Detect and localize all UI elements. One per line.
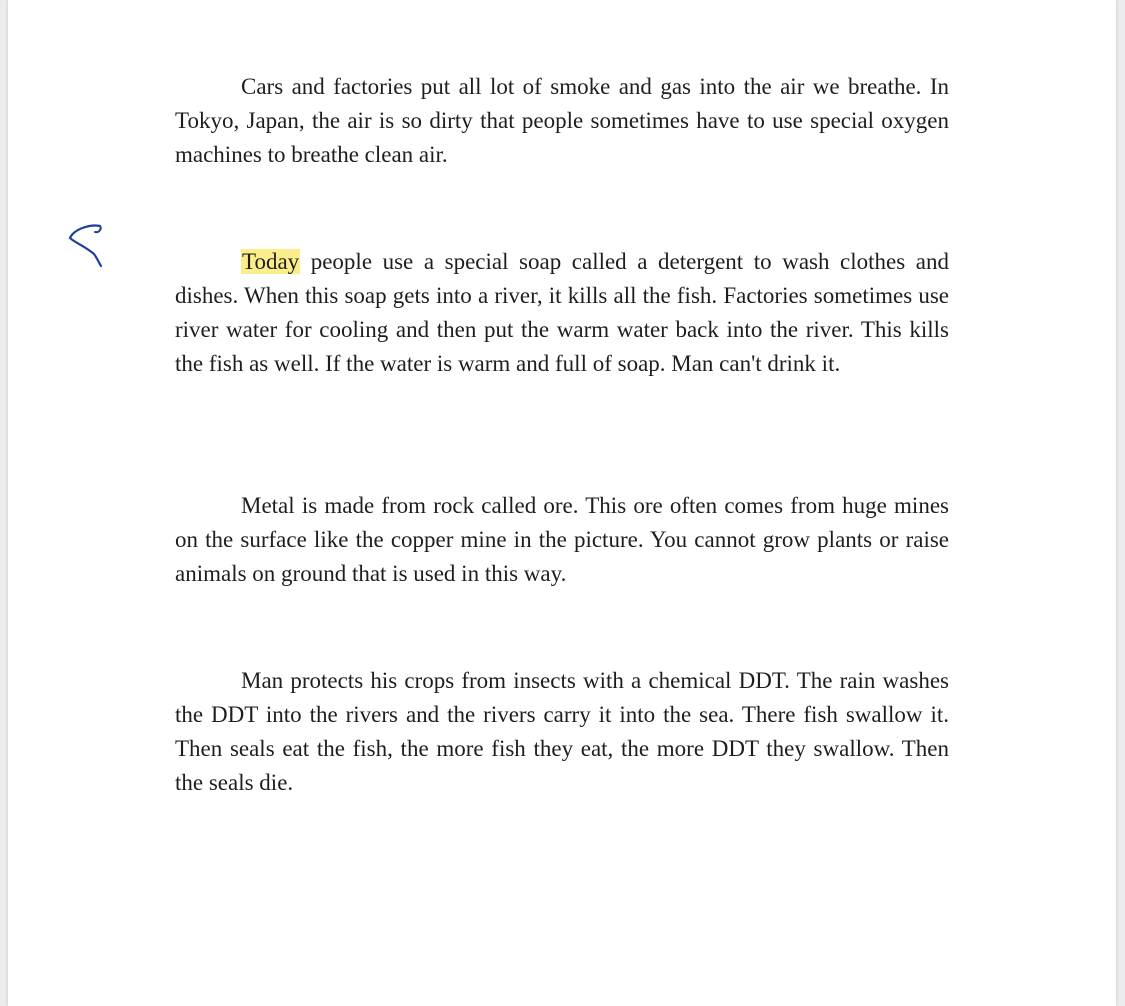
paragraph-air-pollution: Cars and factories put all lot of smoke and gas into the air we breathe. In Tokyo, Japan, the air is so dirty that people sometimes have to use special oxygen machines to breathe clean air. [175, 74, 949, 167]
document-page [8, 0, 1116, 1006]
paragraph-detergent-text: people use a special soap called a detergent to wash clothes and dishes. When this soap gets into a river, it kills all the fish. Factories sometimes use river water for cooling and then put the warm water back into the river. This kills the fish as well. If the water is warm and full of soap. Man can't drink it. [175, 249, 949, 376]
handwritten-page-number [64, 220, 114, 268]
paragraph-ddt: Man protects his crops from insects with a chemical DDT. The rain washes the DDT into the rivers and the rivers carry it into the sea. There fish swallow it. Then seals eat the fish, the more fish they eat, the more DDT they swallow. Then the seals die. [175, 668, 949, 795]
highlighted-word: Today [242, 249, 300, 274]
paragraph-detergent [175, 245, 949, 381]
paragraph-metal-ore: Metal is made from rock called ore. This ore often comes from huge mines on the surface like the copper mine in the picture. You cannot grow plants or raise animals on ground that is used in this way. [175, 493, 949, 586]
